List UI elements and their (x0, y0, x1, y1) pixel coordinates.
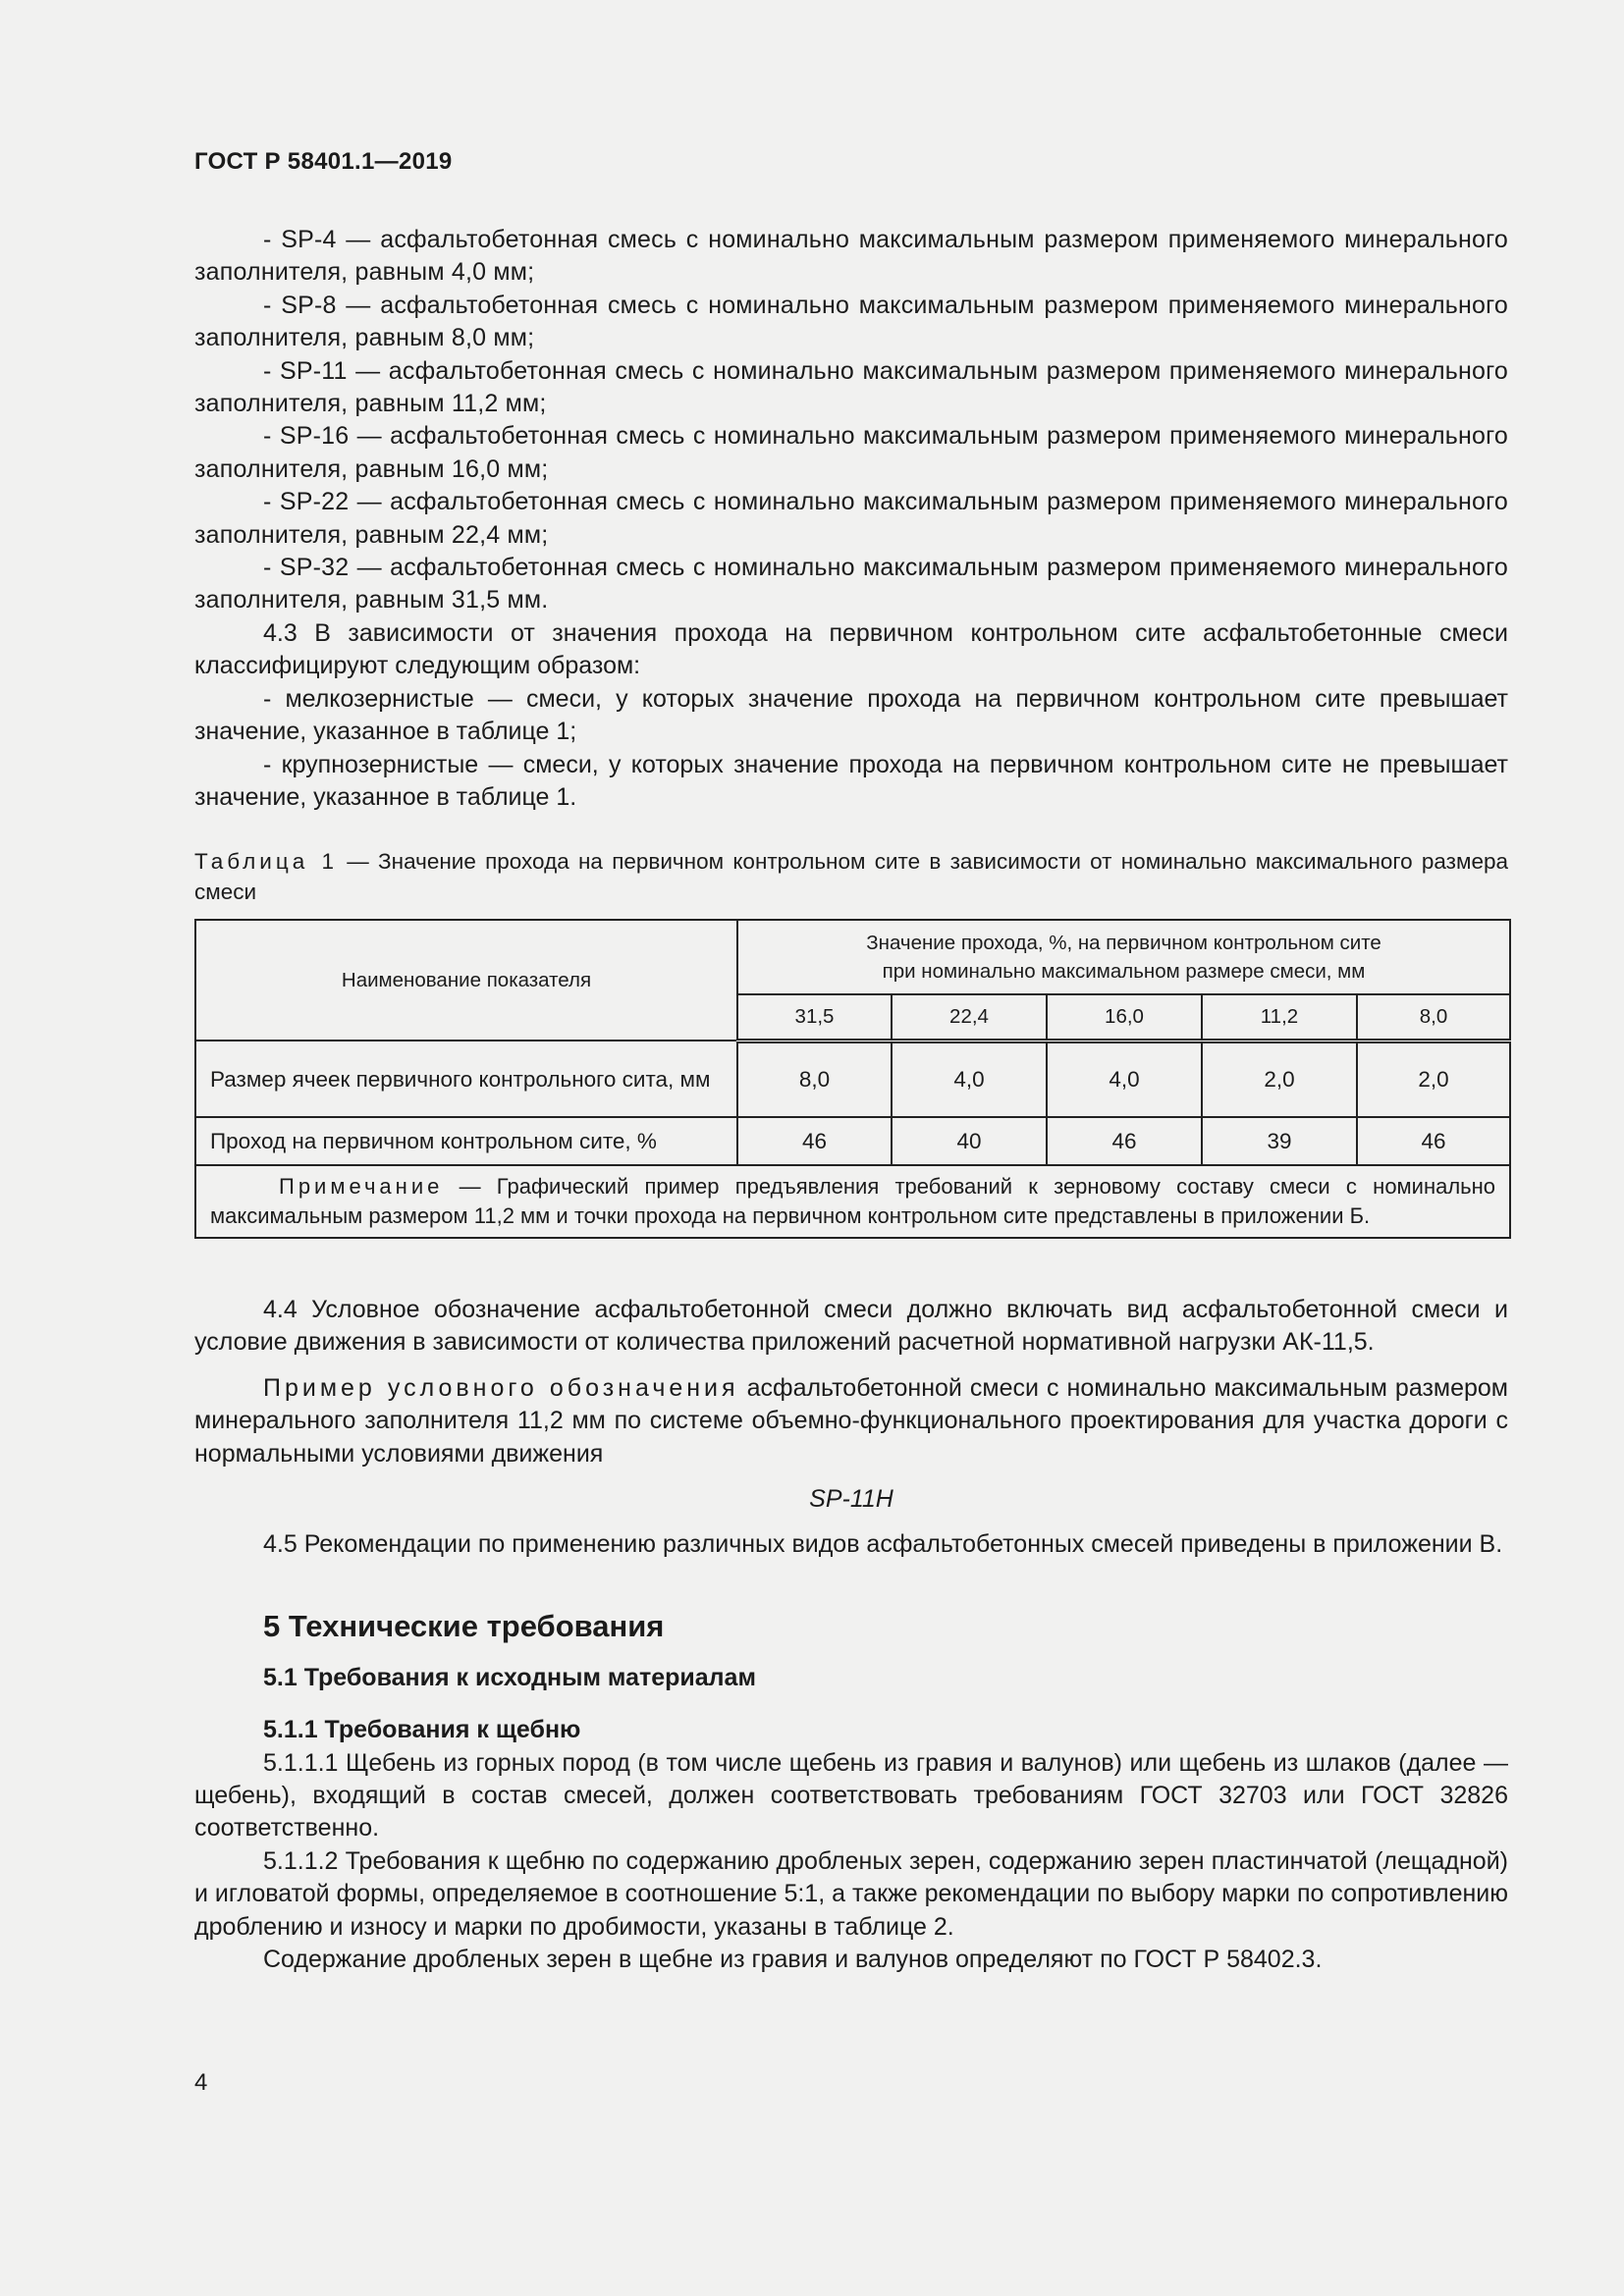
clause-4-3-intro: 4.3 В зависимости от значения прохода на первичном контрольном сите асфальтобетонные смеси классифицируют следующим образом: (194, 618, 1508, 680)
clause-5-1-1-2: 5.1.1.2 Требования к щебню по содержанию дробленых зерен, содержанию зерен пластинчатой (лещадной) и игловатой формы, определяемое в соотношение 5:1, а также рекомендации по выбору марки по сопротивлению дроблению и износу и марки по дробимости, указаны в таблице 2. (194, 1846, 1508, 1941)
header-param: Наименование показателя (195, 920, 737, 1041)
table-row (195, 1117, 1510, 1165)
table-cell: 46 (1357, 1117, 1510, 1165)
table-cell: 39 (1202, 1117, 1357, 1165)
note-text: — Графический пример предъявления требований к зерновому составу смеси с номинально максимальным размером 11,2 мм и точки прохода на первичном контрольном сите представлены в приложении Б. (210, 1174, 1496, 1228)
table-1-caption-label: Таблица 1 (194, 849, 339, 874)
table-cell: 2,0 (1357, 1041, 1510, 1117)
crushed-grains-paragraph: Содержание дробленых зерен в щебне из гравия и валунов определяют по ГОСТ Р 58402.3. (263, 1946, 1323, 1974)
list-item-sp8: - SP-8 — асфальтобетонная смесь с номинально максимальным размером применяемого минерального заполнителя, равным 8,0 мм; (194, 291, 1508, 352)
header-group (737, 920, 1510, 994)
list-item-sp32: - SP-32 — асфальтобетонная смесь с номинально максимальным размером применяемого минерального заполнителя, равным 31,5 мм. (194, 554, 1508, 614)
header-size: 31,5 (737, 994, 892, 1041)
clause-4-4: 4.4 Условное обозначение асфальтобетонной смеси должно включать вид асфальтобетонной смеси и условие движения в зависимости от количества приложений расчетной нормативной нагрузки АК-11,5. (194, 1296, 1508, 1357)
table-note (195, 1165, 1510, 1238)
table-1-caption-text: — Значение прохода на первичном контрольном сите в зависимости от номинально максимального размера смеси (194, 849, 1508, 904)
table-cell: 2,0 (1202, 1041, 1357, 1117)
table-cell: 4,0 (892, 1041, 1047, 1117)
header-group-line1: Значение прохода, %, на первичном контрольном сите (866, 932, 1381, 954)
table-cell: 40 (892, 1117, 1047, 1165)
row-label: Проход на первичном контрольном сите, % (195, 1117, 737, 1165)
document-code-header: ГОСТ Р 58401.1—2019 (194, 148, 453, 175)
clause-4-5: 4.5 Рекомендации по применению различных видов асфальтобетонных смесей приведены в приложении В. (263, 1530, 1503, 1559)
header-size: 8,0 (1357, 994, 1510, 1041)
header-size: 22,4 (892, 994, 1047, 1041)
list-item-sp4: - SP-4 — асфальтобетонная смесь с номинально максимальным размером применяемого минерального заполнителя, равным 4,0 мм; (194, 226, 1508, 287)
table-note-row (195, 1165, 1510, 1238)
subsection-5-1-1-title: 5.1.1 Требования к щебню (263, 1716, 581, 1744)
example-paragraph (194, 1372, 1508, 1470)
table-row (195, 1041, 1510, 1117)
page-number: 4 (194, 2069, 208, 2096)
table-1 (194, 919, 1511, 1239)
example-label: Пример условного обозначения (263, 1373, 739, 1402)
row-label: Размер ячеек первичного контрольного сита, мм (195, 1041, 737, 1117)
list-item-sp16: - SP-16 — асфальтобетонная смесь с номинально максимальным размером применяемого минерального заполнителя, равным 16,0 мм; (194, 422, 1508, 483)
table-1-caption (194, 846, 1508, 907)
list-item-sp22: - SP-22 — асфальтобетонная смесь с номинально максимальным размером применяемого минерального заполнителя, равным 22,4 мм; (194, 488, 1508, 549)
example-text: асфальтобетонной смеси с номинально максимальным размером минерального заполнителя 11,2 мм по системе объемно-функционального проектирования для участка дороги с нормальными условиями движения (194, 1373, 1508, 1468)
clause-5-1-1-1: 5.1.1.1 Щебень из горных пород (в том числе щебень из гравия и валунов) или щебень из шлаков (далее — щебень), входящий в состав смесей, должен соответствовать требованиям ГОСТ 32703 или ГОСТ 32826 соответственно. (194, 1748, 1508, 1842)
header-size: 16,0 (1047, 994, 1202, 1041)
classification-list (194, 224, 1508, 814)
table-cell: 4,0 (1047, 1041, 1202, 1117)
subsection-5-1-title: 5.1 Требования к исходным материалам (263, 1663, 756, 1691)
header-size: 11,2 (1202, 994, 1357, 1041)
section-5-title: 5 Технические требования (263, 1608, 665, 1643)
list-item-sp11: - SP-11 — асфальтобетонная смесь с номинально максимальным размером применяемого минерального заполнителя, равным 11,2 мм; (194, 356, 1508, 418)
clause-4-3-coarse: - крупнозернистые — смеси, у которых значение прохода на первичном контрольном сите не превышает значение, указанное в таблице 1. (194, 750, 1508, 811)
table-cell: 46 (1047, 1117, 1202, 1165)
main-content (194, 1294, 1508, 1977)
clause-4-3-fine: - мелкозернистые — смеси, у которых значение прохода на первичном контрольном сите превышает значение, указанное в таблице 1; (194, 684, 1508, 746)
example-designation: SP-11H (809, 1485, 893, 1514)
table-cell: 8,0 (737, 1041, 892, 1117)
note-label: Примечание (279, 1174, 444, 1199)
table-cell: 46 (737, 1117, 892, 1165)
header-group-line2: при номинально максимальном размере смеси, мм (882, 960, 1366, 983)
